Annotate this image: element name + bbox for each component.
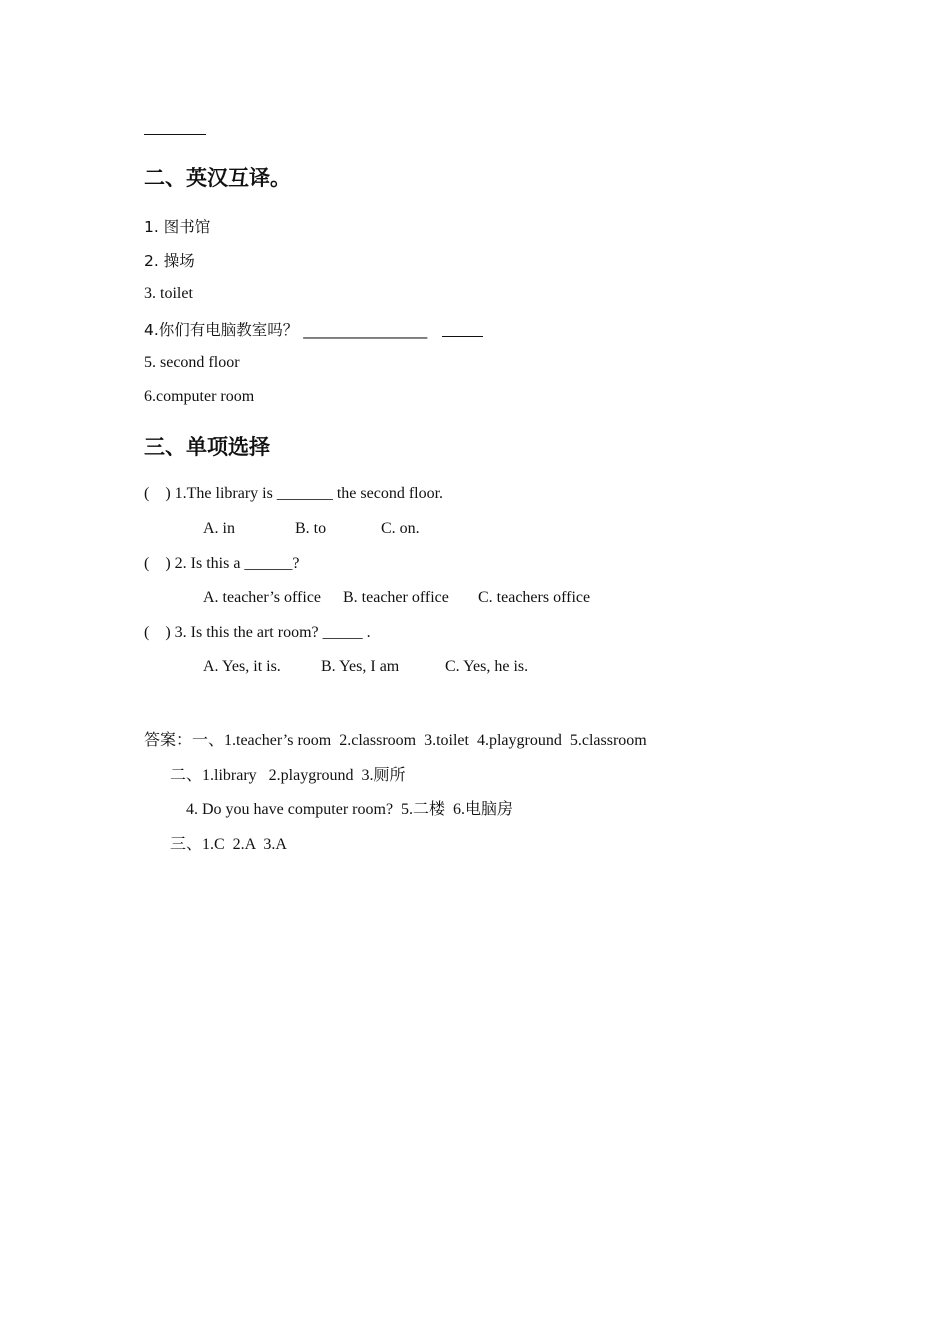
answers-line-1: 答案：一、1.teacher’s room 2.classroom 3.toilet 4.playground 5.classroom (144, 732, 647, 749)
answers-line-2: 二、1.library 2.playground 3.厕所 (170, 767, 406, 784)
question-3-option-b: B. Yes, I am (321, 658, 400, 675)
question-1-stem: ( ) 1.The library is _______ the second floor. (144, 485, 444, 502)
section2-item-3: 3. toilet (144, 285, 193, 302)
section2-item-2: 2. 操场 (144, 252, 195, 270)
section2-item-4: 4.你们有电脑教室吗？ ________________ (144, 321, 428, 339)
section3-heading: 三、单项选择 (144, 435, 270, 459)
question-2-option-b: B. teacher office (343, 589, 449, 606)
section2-item-5: 5. second floor (144, 354, 240, 371)
question-2-stem: ( ) 2. Is this a ______? (144, 555, 300, 572)
section2-heading: 二、英汉互译。 (144, 166, 291, 190)
question-1-option-a: A. in (203, 520, 235, 537)
question-3-stem: ( ) 3. Is this the art room? _____ . (144, 624, 371, 641)
question-3-option-a: A. Yes, it is. (203, 658, 281, 675)
section2-item-6: 6.computer room (144, 388, 255, 405)
question-2-option-a: A. teacher’s office (203, 589, 322, 606)
question-3-option-c: C. Yes, he is. (445, 658, 529, 675)
question-2-option-c: C. teachers office (478, 589, 591, 606)
top-blank-rule (144, 134, 206, 135)
question-1-option-b: B. to (295, 520, 327, 537)
answers-line-4: 三、1.C 2.A 3.A (170, 836, 287, 853)
answer-blank-rule (442, 336, 483, 337)
answers-line-3: 4. Do you have computer room? 5.二楼 6.电脑房 (186, 801, 514, 818)
top-blank (144, 116, 200, 134)
section2-item-1: 1. 图书馆 (144, 218, 211, 236)
question-1-option-c: C. on. (381, 520, 420, 537)
